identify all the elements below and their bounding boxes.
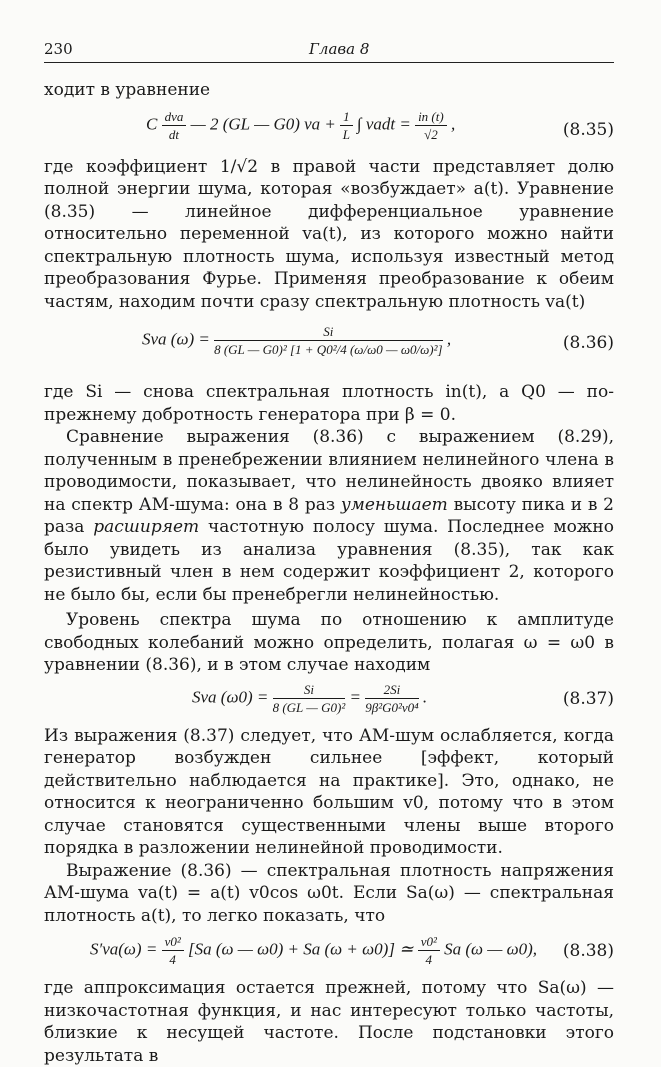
eq838-f2-bot: 4 (425, 952, 433, 967)
paragraph-7: Выражение (8.36) — спектральная плотность напряжения АМ-шума va(t) = a(t) v0cos ω0t. Если Sa(ω) — спектральная плотность a(t), то легко показать, что (44, 860, 614, 926)
paragraph-4 (44, 426, 614, 606)
eq836-bot: 8 (GL — G0)² [1 + Q0²/4 (ω/ω0 — ω0/ω)²] (214, 342, 443, 357)
eq835-frac2-top: 1 (340, 108, 353, 126)
page (44, 40, 614, 1067)
paragraph-1: ходит в уравнение (44, 80, 211, 100)
eq836-lhs: Sva (ω) = (142, 329, 210, 349)
paragraph-3: где Si — снова спектральная плотность in(t), а Q0 — по-прежнему добротность генератора при β = 0. (44, 382, 614, 425)
eq835-lhs: C (146, 113, 158, 133)
page-number: 230 (44, 40, 73, 58)
chapter-title: Глава 8 (309, 40, 370, 58)
eq836-tail: , (446, 329, 452, 349)
eq835-mid: — 2 (GL — G0) va + (190, 113, 336, 133)
eq835-frac1-bot: dt (168, 126, 180, 142)
eq835-frac2-bot: L (342, 126, 351, 142)
eq838-f1-bot: 4 (169, 952, 176, 967)
eq836-number: (8.36) (562, 333, 614, 353)
paragraph-8: где аппроксимация остается прежней, потому что Sa(ω) — низкочастотная функция, и нас интересуют только частоты, близкие к несущей частоте. После подстановки этого результата в (44, 978, 614, 1066)
eq838-f1-top: v0² (162, 933, 184, 951)
paragraph-4-part-c: частотную полосу шума. Последнее можно было увидеть из анализа уравнения (8.35), так как резистивный член в нем содержит коэффициент 2, которого не было бы, если бы пренебрегли нелинейностью. (44, 517, 615, 605)
page-header (44, 40, 614, 63)
eq838-f2-top: v0² (418, 933, 440, 951)
equation-8-36 (44, 319, 614, 381)
emphasis-decreases: уменьшает (340, 494, 448, 515)
eq837-number: (8.37) (562, 688, 614, 709)
eq838-end: Sa (ω — ω0), (444, 939, 538, 959)
eq837-f1-top: Si (273, 681, 346, 699)
equation-8-37 (44, 679, 614, 725)
eq838-lhs: S′va(ω) = (90, 939, 158, 959)
eq835-frac1-top: dva (162, 108, 187, 126)
emphasis-widens: расширяет (93, 517, 200, 537)
equation-8-38 (44, 931, 614, 977)
eq835-integral: ∫ vadt = (356, 113, 411, 133)
eq837-f1-bot: 8 (GL — G0)² (272, 699, 346, 715)
eq835-frac3-top: in (t) (415, 108, 447, 126)
paragraph-5: Уровень спектра шума по отношению к амплитуде свободных колебаний можно определить, полагая ω = ω0 в уравнении (8.36), и в этом случае находим (44, 610, 614, 675)
paragraph-6: Из выражения (8.37) следует, что АМ-шум ослабляется, когда генератор возбужден сильнее [эффект, который действительно наблюдается на практике]. Это, однако, не относится к неограниченно большим v0, потому что в этом случае становятся существенными члены выше второго порядка в разложении нелинейной проводимости. (44, 725, 614, 858)
paragraph-2: где коэффициент 1/√2 в правой части представляет долю полной энергии шума, которая «возбуждает» a(t). Уравнение (8.35) — линейное дифференциальное уравнение относительно переменной va(t), из которого можно найти спектральную плотность шума, используя известный метод преобразования Фурье. Применяя преобразование к обеим частям, находим почти сразу спектральную плотность va(t) (44, 156, 614, 312)
eq837-lhs: Sva (ω0) = (192, 686, 269, 706)
eq837-equals: = (349, 686, 361, 706)
equation-8-35 (44, 106, 614, 156)
eq837-f2-bot: 9β²G0²v0⁴ (365, 699, 419, 715)
eq836-top: Si (214, 323, 442, 341)
paragraph-4-part-b: высоту пика и в 2 раза (44, 494, 614, 537)
paragraph-4-part-a: Сравнение выражения (8.36) с выражением (8.29), полученным в пренебрежении влиянием нелинейного члена в проводимости, показывает, что нелинейность двояко влияет на спектр АМ-шума: она в 8 раз (44, 427, 614, 515)
eq835-number: (8.35) (562, 119, 614, 140)
eq837-tail: . (422, 686, 428, 706)
eq835-frac3-bot: √2 (424, 126, 438, 142)
eq838-mid: [Sa (ω — ω0) + Sa (ω + ω0)] ≃ (187, 939, 414, 959)
eq838-number: (8.38) (562, 941, 614, 961)
eq837-f2-top: 2Si (365, 681, 418, 699)
eq835-tail: , (450, 113, 456, 133)
